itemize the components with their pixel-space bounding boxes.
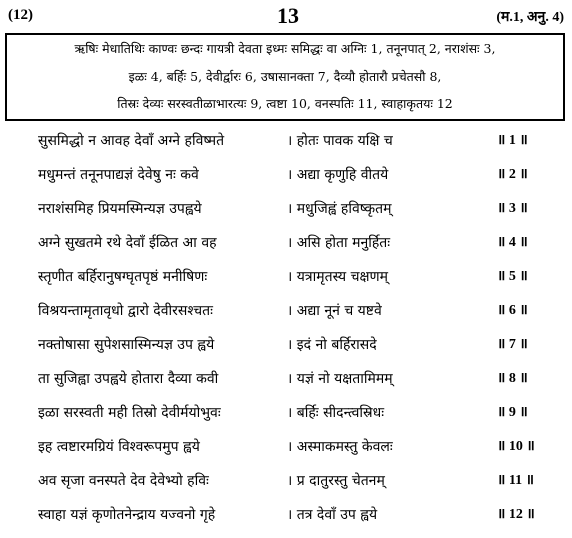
verse xyxy=(0,432,572,466)
verse-second-half: । मधुजिह्वं हविष्कृतम् xyxy=(287,201,392,217)
verse-number: ॥ 6 ॥ xyxy=(497,303,528,318)
verse-second-half: । बर्हिः सीदन्त्वस्रिधः xyxy=(287,405,385,421)
metadata-line-deities-continued: इळः 4, बर्हिः 5, देवीर्द्वारः 6, उषासानक्ता 7, दैव्यौ होतारौ प्रचेतसौ 8, xyxy=(128,69,442,84)
hymn-metadata-box xyxy=(5,33,565,121)
verse xyxy=(0,228,572,262)
verse-list xyxy=(0,126,572,534)
verse-first-half: स्वाहा यज्ञं कृणोतनेन्द्राय यज्वनो गृहे xyxy=(38,507,216,523)
mandala-anuvaka-reference: (म.1, अनु. 4) xyxy=(496,10,564,25)
page-number: (12) xyxy=(8,7,33,23)
verse-number: ॥ 3 ॥ xyxy=(497,201,528,216)
verse xyxy=(0,500,572,534)
verse-number: ॥ 9 ॥ xyxy=(497,405,528,420)
hymn-number: 13 xyxy=(277,3,299,28)
verse-first-half: नराशंसमिह प्रियमस्मिन्यज्ञ उपह्वये xyxy=(38,201,202,217)
verse-second-half: । अस्माकमस्तु केवलः xyxy=(287,439,393,455)
verse-second-half: । यत्रामृतस्य चक्षणम् xyxy=(287,269,389,285)
verse-second-half: । प्र दातुरस्तु चेतनम् xyxy=(287,473,385,489)
verse-number: ॥ 2 ॥ xyxy=(497,167,528,182)
verse xyxy=(0,364,572,398)
verse-number: ॥ 10 ॥ xyxy=(497,439,535,454)
verse-first-half: अग्ने सुखतमे रथे देवाँ ईळित आ वह xyxy=(38,235,217,251)
verse-number: ॥ 5 ॥ xyxy=(497,269,528,284)
verse xyxy=(0,296,572,330)
metadata-line-rishi-chhanda-devata: ऋषिः मेधातिथिः काण्वः छन्दः गायत्री देवता इध्मः समिद्धः वा अग्निः 1, तनूनपात् 2, नराशंसः 3, xyxy=(74,41,496,56)
verse-second-half: । होतः पावक यक्षि च xyxy=(287,133,393,149)
verse-number: ॥ 7 ॥ xyxy=(497,337,528,352)
page-header xyxy=(8,3,568,29)
verse xyxy=(0,262,572,296)
metadata-line-deities-final: तिस्रः देव्यः सरस्वतीळाभारत्यः 9, त्वष्टा 10, वनस्पतिः 11, स्वाहाकृतयः 12 xyxy=(117,96,453,111)
verse-second-half: । इदं नो बर्हिरासदे xyxy=(287,337,377,353)
verse xyxy=(0,194,572,228)
verse-first-half: ता सुजिह्वा उपह्वये होतारा दैव्या कवी xyxy=(38,371,219,387)
verse xyxy=(0,466,572,500)
verse-number: ॥ 11 ॥ xyxy=(497,473,534,488)
verse-first-half: सुसमिद्धो न आवह देवाँ अग्ने हविष्मते xyxy=(38,133,225,149)
verse xyxy=(0,398,572,432)
verse-first-half: नक्तोषासा सुपेशसास्मिन्यज्ञ उप ह्वये xyxy=(38,337,215,353)
verse-first-half: स्तृणीत बर्हिरानुषग्घृतपृष्ठं मनीषिणः xyxy=(38,269,208,285)
verse-number: ॥ 12 ॥ xyxy=(497,507,535,522)
verse-first-half: इह त्वष्टारमग्रियं विश्वरूपमुप ह्वये xyxy=(38,439,200,455)
verse-number: ॥ 8 ॥ xyxy=(497,371,528,386)
verse-first-half: इळा सरस्वती मही तिस्रो देवीर्मयोभुवः xyxy=(38,405,221,421)
verse-second-half: । यज्ञं नो यक्षतामिमम् xyxy=(287,371,393,387)
verse-second-half: । तत्र देवाँ उप ह्वये xyxy=(287,507,378,523)
verse xyxy=(0,160,572,194)
verse-second-half: । असि होता मनुर्हितः xyxy=(287,235,391,251)
verse-second-half: । अद्या कृणुहि वीतये xyxy=(287,167,389,183)
verse-number: ॥ 4 ॥ xyxy=(497,235,528,250)
verse-first-half: मधुमन्तं तनूनपाद्यज्ञं देवेषु नः कवे xyxy=(38,167,199,183)
verse-number: ॥ 1 ॥ xyxy=(497,133,528,148)
verse xyxy=(0,330,572,364)
verse-second-half: । अद्या नूनं च यष्टवे xyxy=(287,303,382,319)
verse-first-half: विश्रयन्तामृतावृधो द्वारो देवीरसश्चतः xyxy=(38,303,213,319)
verse xyxy=(0,126,572,160)
verse-first-half: अव सृजा वनस्पते देव देवेभ्यो हविः xyxy=(38,473,209,489)
